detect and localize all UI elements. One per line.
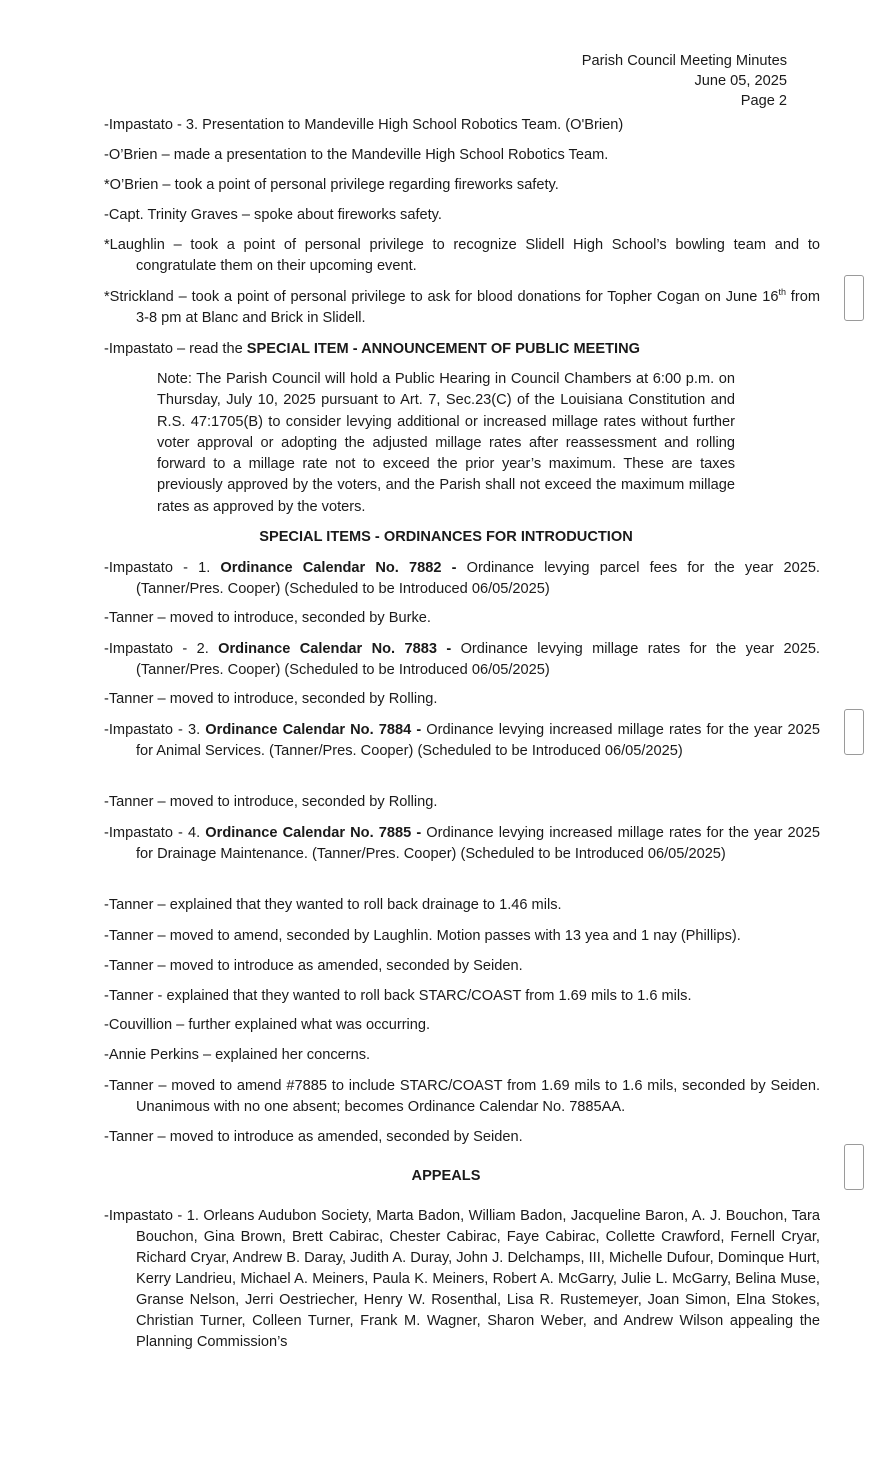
page-header	[582, 51, 787, 111]
entry-text: Ordinance levying increased millage rates for the year 2025 for Animal Services. (Tanner/Pres. Cooper) (Scheduled to be Introduced 06/05/2025)	[136, 722, 821, 759]
ordinal-suffix: th	[778, 287, 786, 298]
special-item-title: SPECIAL ITEM - ANNOUNCEMENT OF PUBLIC MEETING	[246, 341, 641, 357]
minute-entry: -Tanner – moved to introduce as amended, seconded by Seiden.	[104, 1129, 523, 1145]
minute-entry: -Tanner – explained that they wanted to roll back drainage to 1.46 mils.	[104, 897, 562, 913]
public-hearing-note: Note: The Parish Council will hold a Public Hearing in Council Chambers at 6:00 p.m. on Thursday, July 10, 2025 pursuant to Art. 7, Sec.23(C) of the Louisiana Constitution and R.S. 47:1705(B) to consider levying additional or increased millage rates without further voter approval or adopting the adjusted millage rates after reassessment and rolling forward to a millage rate not to exceed the prior year’s maximum. These are taxes previously approved by the voters, and the Parish shall not exceed the maximum millage rates as approved by the voters.	[157, 371, 735, 515]
margin-bracket-mark	[844, 275, 864, 321]
minute-entry: -Couvillion – further explained what was occurring.	[104, 1017, 431, 1033]
entry-text: Ordinance levying millage rates for the year 2025. (Tanner/Pres. Cooper) (Scheduled to be Introduced 06/05/2025)	[136, 641, 820, 678]
minute-entry: -Capt. Trinity Graves – spoke about fireworks safety.	[104, 207, 442, 223]
page-number: Page 2	[740, 93, 787, 109]
minute-entry: -Tanner – moved to introduce, seconded by Rolling.	[104, 794, 438, 810]
entry-text: -Impastato - 1.	[104, 560, 221, 576]
entry-text: Ordinance levying parcel fees for the year 2025. (Tanner/Pres. Cooper) (Scheduled to be Introduced 06/05/2025)	[136, 560, 820, 597]
ordinance-item	[104, 558, 820, 600]
minute-entry: -Tanner – moved to amend #7885 to include STARC/COAST from 1.69 mils to 1.6 mils, seconded by Seiden. Unanimous with no one absent; becomes Ordinance Calendar No. 7885AA.	[104, 1078, 820, 1115]
entry-text: from 3-8 pm at Blanc and Brick in Slidell.	[136, 289, 820, 326]
section-heading-appeals: APPEALS	[411, 1168, 481, 1184]
entry-text: -Impastato – read the	[104, 341, 247, 357]
ordinance-number: Ordinance Calendar No. 7882 -	[220, 560, 457, 576]
ordinance-item	[104, 720, 820, 762]
entry-text: -Impastato - 3.	[104, 722, 206, 738]
minute-entry: -Tanner – moved to introduce, seconded by Rolling.	[104, 691, 438, 707]
minute-entry: -Tanner – moved to introduce as amended, seconded by Seiden.	[104, 958, 523, 974]
section-heading-ordinances: SPECIAL ITEMS - ORDINANCES FOR INTRODUCTION	[259, 529, 633, 545]
minute-entry: -Tanner - explained that they wanted to roll back STARC/COAST from 1.69 mils to 1.6 mils.	[104, 988, 692, 1004]
document-title: Parish Council Meeting Minutes	[581, 53, 787, 69]
minute-entry: -Tanner – moved to amend, seconded by Laughlin. Motion passes with 13 yea and 1 nay (Phillips).	[104, 928, 741, 944]
minute-entry: *O’Brien – took a point of personal privilege regarding fireworks safety.	[104, 177, 559, 193]
ordinance-number: Ordinance Calendar No. 7883 -	[218, 641, 452, 657]
appeal-item: -Impastato - 1. Orleans Audubon Society, Marta Badon, William Badon, Jacqueline Baron, A. J. Bouchon, Tara Bouchon, Gina Brown, Brett Cabirac, Chester Cabirac, Faye Cabirac, Collette Crawford, Fernell Cryar, Richard Cryar, Andrew B. Daray, Judith A. Duray, John J. Delchamps, III, Michelle Dufour, Dominque Hurt, Kerry Landrieu, Michael A. Meiners, Paula K. Meiners, Robert A. McGarry, Julie L. McGarry, Belina Muse, Granse Nelson, Jerri Oestriecher, Henry W. Rosenthal, Lisa R. Rustemeyer, Joan Simon, Elna Stokes, Christian Turner, Colleen Turner, Frank M. Wagner, Sharon Weber, and Andrew Wilson appealing the Planning Commission’s	[104, 1208, 820, 1350]
minute-entry: -O’Brien – made a presentation to the Mandeville High School Robotics Team.	[104, 147, 609, 163]
entry-text: -Impastato - 2.	[104, 641, 219, 657]
entry-text: -Impastato - 4.	[104, 825, 206, 841]
margin-bracket-mark	[844, 709, 864, 755]
ordinance-number: Ordinance Calendar No. 7884 -	[205, 722, 422, 738]
ordinance-number: Ordinance Calendar No. 7885 -	[205, 825, 422, 841]
entry-text: *Strickland – took a point of personal privilege to ask for blood donations for Topher Cogan on June 16	[104, 289, 779, 305]
minute-entry: -Annie Perkins – explained her concerns.	[104, 1047, 371, 1063]
meeting-date: June 05, 2025	[694, 73, 787, 89]
ordinance-item	[104, 823, 820, 865]
minute-entry	[104, 339, 820, 360]
minute-entry	[104, 287, 820, 329]
margin-bracket-mark	[844, 1144, 864, 1190]
minute-entry: -Tanner – moved to introduce, seconded by Burke.	[104, 610, 431, 626]
minute-entry: -Impastato - 3. Presentation to Mandeville High School Robotics Team. (O'Brien)	[104, 117, 624, 133]
ordinance-item	[104, 639, 820, 681]
entry-text: Ordinance levying increased millage rates for the year 2025 for Drainage Maintenance. (Tanner/Pres. Cooper) (Scheduled to be Introduced 06/05/2025)	[136, 825, 821, 862]
minute-entry: *Laughlin – took a point of personal privilege to recognize Slidell High School’s bowling team and to congratulate them on their upcoming event.	[104, 237, 820, 274]
